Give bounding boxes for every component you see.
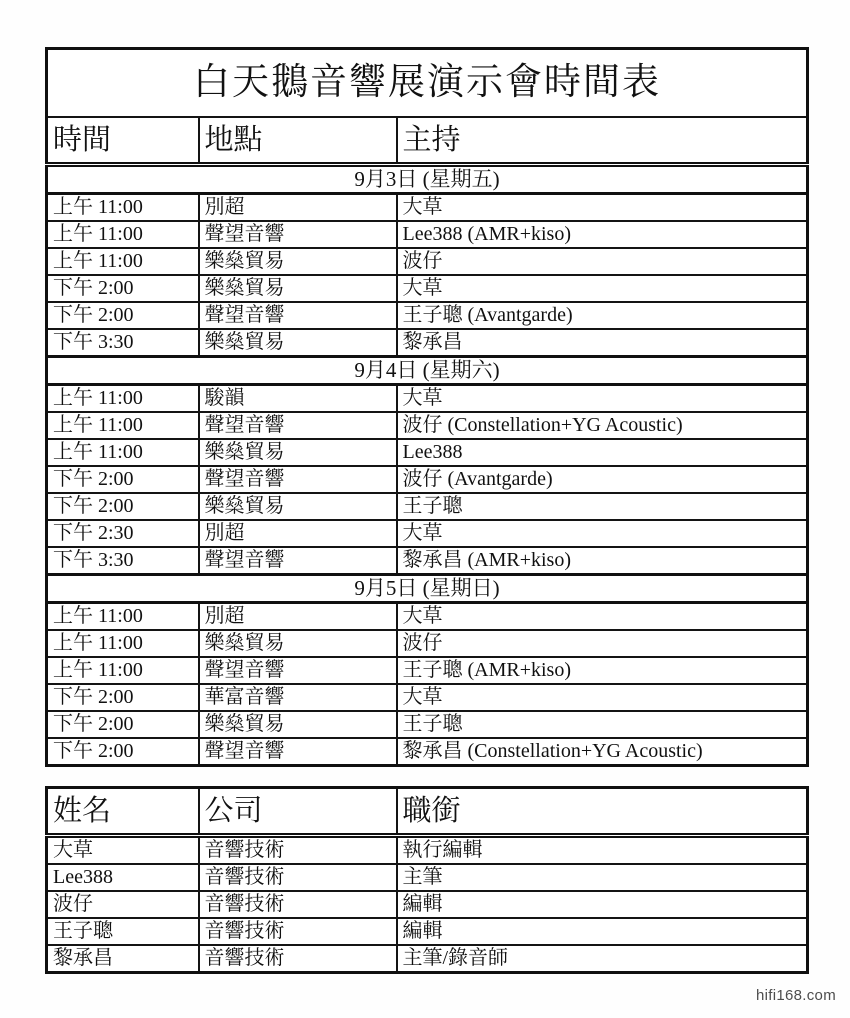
host-cell: 大草: [397, 603, 808, 631]
time-cell: 上午 11:00: [47, 657, 199, 684]
time-cell: 下午 2:30: [47, 520, 199, 547]
company-cell: 音響技術: [199, 864, 397, 891]
host-cell: 波仔: [397, 630, 808, 657]
col-header-name: 姓名: [47, 788, 199, 836]
staff-row: [47, 836, 808, 865]
company-cell: 音響技術: [199, 918, 397, 945]
schedule-row: [47, 684, 808, 711]
location-cell: 聲望音響: [199, 547, 397, 575]
job-title-cell: 編輯: [397, 891, 808, 918]
schedule-row: [47, 466, 808, 493]
company-cell: 音響技術: [199, 836, 397, 865]
schedule-row: [47, 547, 808, 575]
host-cell: 大草: [397, 385, 808, 413]
date-section-label: 9月3日 (星期五): [47, 165, 808, 194]
company-cell: 音響技術: [199, 945, 397, 973]
time-cell: 上午 11:00: [47, 194, 199, 222]
host-cell: 波仔: [397, 248, 808, 275]
location-cell: 樂燊貿易: [199, 248, 397, 275]
schedule-row: [47, 221, 808, 248]
staff-row: [47, 945, 808, 973]
host-cell: 黎承昌 (Constellation+YG Acoustic): [397, 738, 808, 766]
col-header-time: 時間: [47, 117, 199, 165]
location-cell: 樂燊貿易: [199, 329, 397, 357]
company-cell: 音響技術: [199, 891, 397, 918]
host-cell: 王子聰: [397, 493, 808, 520]
host-cell: 大草: [397, 520, 808, 547]
job-title-cell: 編輯: [397, 918, 808, 945]
host-cell: Lee388 (AMR+kiso): [397, 221, 808, 248]
host-cell: 大草: [397, 684, 808, 711]
host-cell: 波仔 (Constellation+YG Acoustic): [397, 412, 808, 439]
col-header-location: 地點: [199, 117, 397, 165]
schedule-row: [47, 493, 808, 520]
time-cell: 上午 11:00: [47, 221, 199, 248]
location-cell: 聲望音響: [199, 412, 397, 439]
location-cell: 樂燊貿易: [199, 630, 397, 657]
schedule-row: [47, 248, 808, 275]
col-header-job-title: 職銜: [397, 788, 808, 836]
time-cell: 上午 11:00: [47, 439, 199, 466]
location-cell: 樂燊貿易: [199, 493, 397, 520]
watermark: hifi168.com: [755, 987, 836, 1004]
time-cell: 下午 2:00: [47, 493, 199, 520]
staff-row: [47, 891, 808, 918]
host-cell: 黎承昌: [397, 329, 808, 357]
location-cell: 聲望音響: [199, 302, 397, 329]
staff-row: [47, 864, 808, 891]
job-title-cell: 執行編輯: [397, 836, 808, 865]
schedule-row: [47, 439, 808, 466]
schedule-row: [47, 329, 808, 357]
location-cell: 聲望音響: [199, 466, 397, 493]
location-cell: 別超: [199, 520, 397, 547]
schedule-row: [47, 275, 808, 302]
location-cell: 樂燊貿易: [199, 711, 397, 738]
time-cell: 下午 2:00: [47, 684, 199, 711]
schedule-row: [47, 520, 808, 547]
name-cell: 王子聰: [47, 918, 199, 945]
schedule-title-row: [47, 49, 808, 118]
date-section-row: [47, 575, 808, 603]
time-cell: 上午 11:00: [47, 248, 199, 275]
host-cell: 大草: [397, 275, 808, 302]
location-cell: 聲望音響: [199, 657, 397, 684]
location-cell: 樂燊貿易: [199, 439, 397, 466]
location-cell: 別超: [199, 603, 397, 631]
schedule-row: [47, 657, 808, 684]
schedule-row: [47, 302, 808, 329]
col-header-company: 公司: [199, 788, 397, 836]
time-cell: 下午 2:00: [47, 711, 199, 738]
col-header-host: 主持: [397, 117, 808, 165]
schedule-row: [47, 412, 808, 439]
time-cell: 下午 2:00: [47, 302, 199, 329]
location-cell: 別超: [199, 194, 397, 222]
host-cell: 黎承昌 (AMR+kiso): [397, 547, 808, 575]
schedule-row: [47, 738, 808, 766]
time-cell: 下午 2:00: [47, 275, 199, 302]
schedule-header-row: [47, 117, 808, 165]
time-cell: 下午 3:30: [47, 547, 199, 575]
page-title: 白天鵝音響展演示會時間表: [47, 49, 808, 118]
name-cell: 波仔: [47, 891, 199, 918]
job-title-cell: 主筆: [397, 864, 808, 891]
host-cell: 王子聰: [397, 711, 808, 738]
location-cell: 聲望音響: [199, 738, 397, 766]
host-cell: 大草: [397, 194, 808, 222]
time-cell: 下午 2:00: [47, 466, 199, 493]
time-cell: 上午 11:00: [47, 603, 199, 631]
time-cell: 上午 11:00: [47, 385, 199, 413]
schedule-row: [47, 603, 808, 631]
staff-header-row: [47, 788, 808, 836]
location-cell: 華富音響: [199, 684, 397, 711]
host-cell: 波仔 (Avantgarde): [397, 466, 808, 493]
host-cell: 王子聰 (Avantgarde): [397, 302, 808, 329]
staff-table: [45, 786, 809, 974]
schedule-row: [47, 194, 808, 222]
time-cell: 下午 2:00: [47, 738, 199, 766]
schedule-body: [47, 165, 808, 766]
date-section-row: [47, 357, 808, 385]
time-cell: 上午 11:00: [47, 412, 199, 439]
location-cell: 聲望音響: [199, 221, 397, 248]
name-cell: 黎承昌: [47, 945, 199, 973]
host-cell: Lee388: [397, 439, 808, 466]
schedule-row: [47, 630, 808, 657]
date-section-row: [47, 165, 808, 194]
location-cell: 駿韻: [199, 385, 397, 413]
time-cell: 上午 11:00: [47, 630, 199, 657]
date-section-label: 9月5日 (星期日): [47, 575, 808, 603]
schedule-table: [45, 47, 809, 767]
job-title-cell: 主筆/錄音師: [397, 945, 808, 973]
schedule-row: [47, 711, 808, 738]
staff-body: [47, 836, 808, 973]
staff-row: [47, 918, 808, 945]
location-cell: 樂燊貿易: [199, 275, 397, 302]
date-section-label: 9月4日 (星期六): [47, 357, 808, 385]
name-cell: 大草: [47, 836, 199, 865]
schedule-row: [47, 385, 808, 413]
host-cell: 王子聰 (AMR+kiso): [397, 657, 808, 684]
time-cell: 下午 3:30: [47, 329, 199, 357]
name-cell: Lee388: [47, 864, 199, 891]
